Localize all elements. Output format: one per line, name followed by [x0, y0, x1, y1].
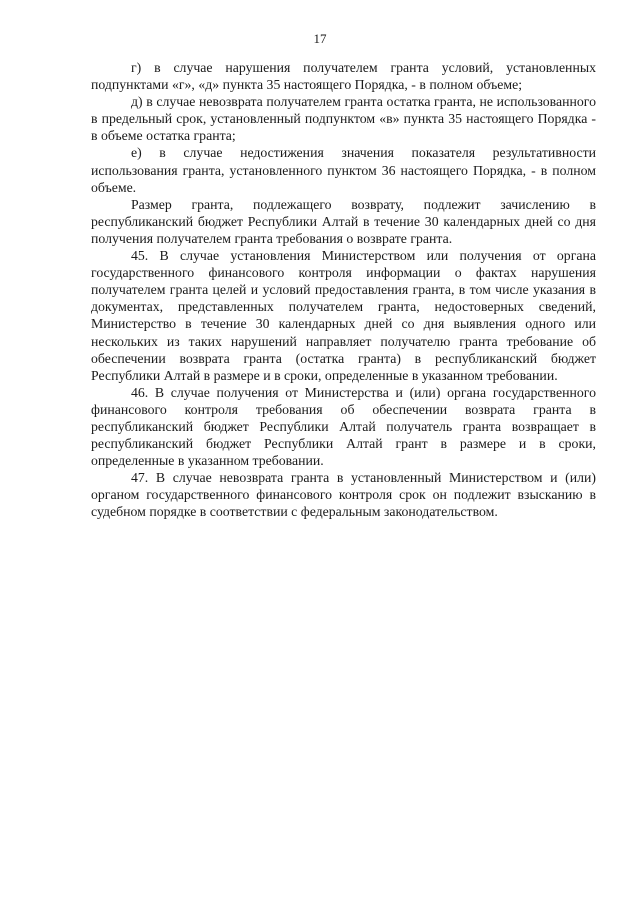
paragraph-refund-amount: Размер гранта, подлежащего возврату, подлежит зачислению в республиканский бюджет Республики Алтай в течение 30 календарных дней со дня получения получателем гранта требования о возврате гранта.	[91, 196, 596, 246]
paragraph-subitem-d: д) в случае невозврата получателем гранта остатка гранта, не использованного в предельный срок, установленный подпунктом «в» пункта 35 настоящего Порядка - в объеме остатка гранта;	[91, 94, 596, 144]
paragraph-item-46: 46. В случае получения от Министерства и (или) органа государственного финансового контроля требования об обеспечении возврата гранта в республиканский бюджет Республики Алтай получатель гранта возвращает в республиканский бюджет Республики Алтай грант в размере и в сроки, определенные в указанном требовании.	[91, 384, 596, 469]
paragraph-item-45: 45. В случае установления Министерством или получения от органа государственного финансового контроля информации о фактах нарушения получателем гранта целей и условий предоставления гранта, в том числе указания в документах, представленных получателем гранта, недостоверных сведений, Министерство в течение 30 календарных дней со дня выявления одного или нескольких из таких нарушений направляет получателю гранта требование об обеспечении возврата гранта (остатка гранта) в республиканский бюджет Республики Алтай в размере и в сроки, определенные в указанном требовании.	[91, 248, 596, 383]
paragraph-subitem-g: г) в случае нарушения получателем гранта условий, установленных подпунктами «г», «д» пункта 35 настоящего Порядка, - в полном объеме;	[91, 60, 596, 93]
paragraph-subitem-e: е) в случае недостижения значения показателя результативности использования гранта, установленного пунктом 36 настоящего Порядка, - в полном объеме.	[91, 145, 596, 195]
paragraph-item-47: 47. В случае невозврата гранта в установленный Министерством и (или) органом государственного финансового контроля срок он подлежит взысканию в судебном порядке в соответствии с федеральным законодательством.	[91, 470, 596, 520]
page-number: 17	[313, 31, 327, 46]
document-body	[91, 59, 596, 521]
